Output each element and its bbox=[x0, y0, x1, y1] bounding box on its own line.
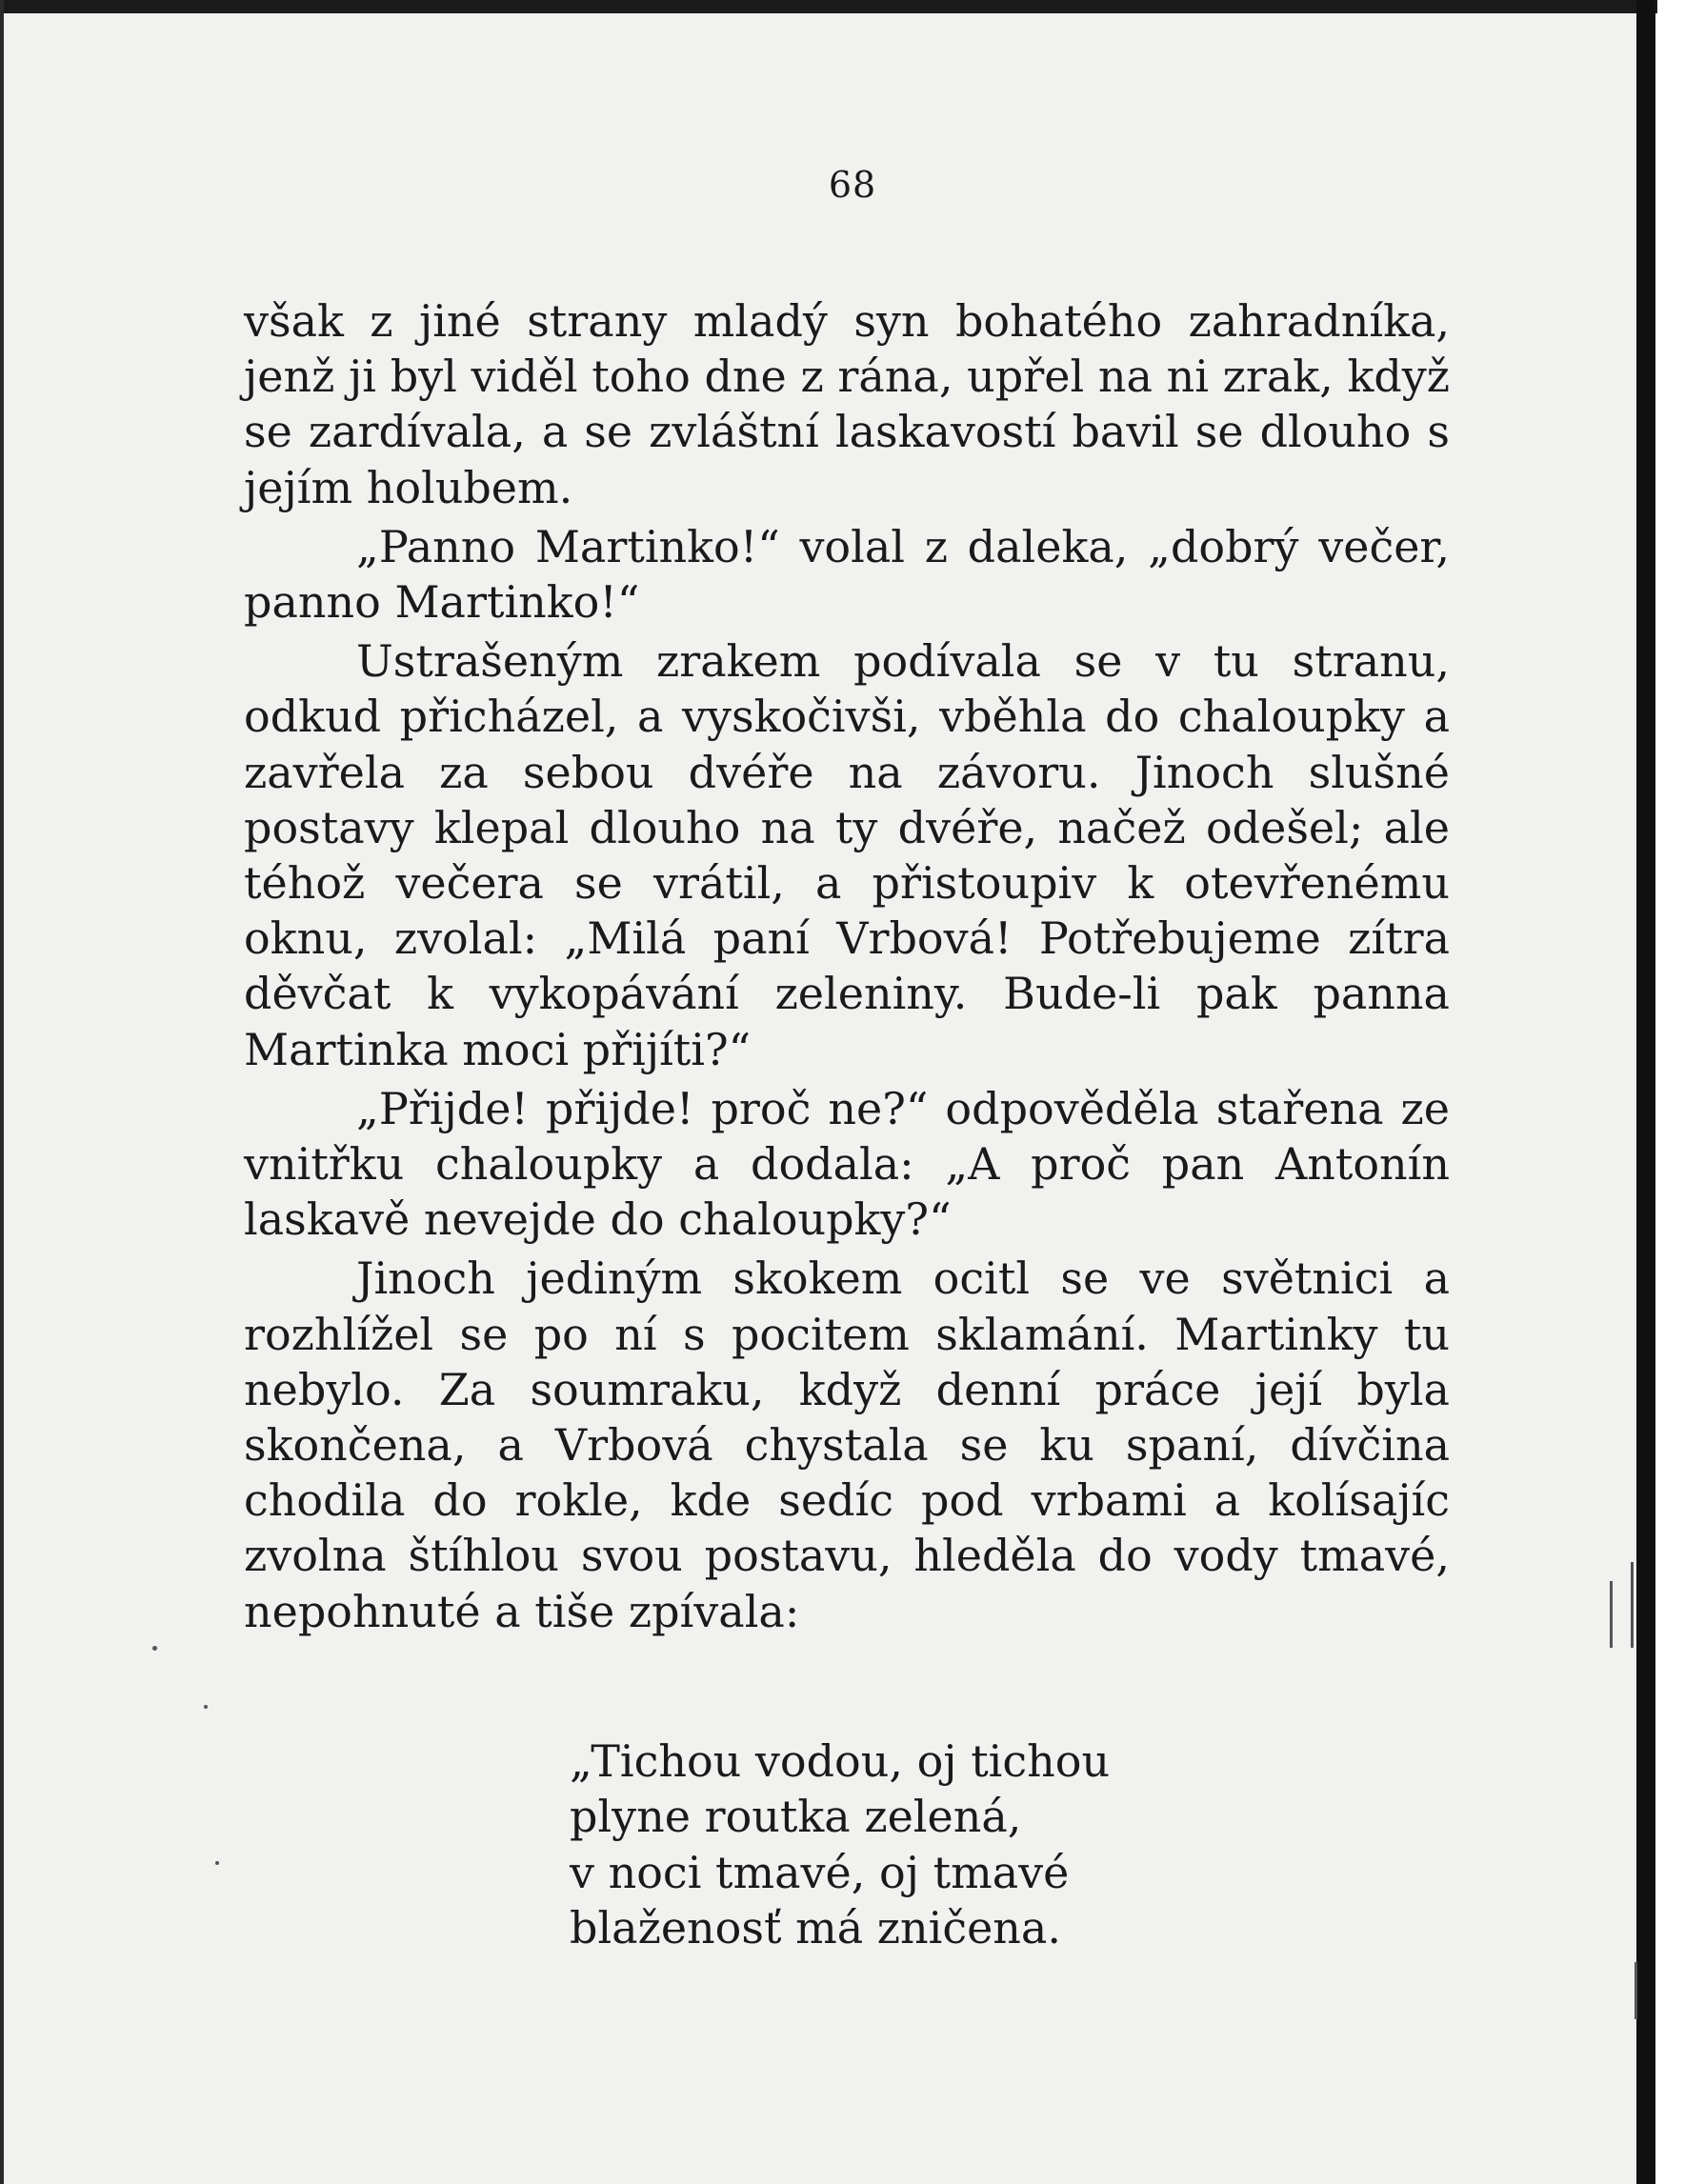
verse-line: v noci tmavé, oj tmavé bbox=[570, 1846, 1070, 1898]
paragraph-1: však z jiné strany mladý syn bohatého zahradníka, jenž ji byl viděl toho dne z rána, upřel na ni zrak, když se zardívala, a se zvláštní laskavostí bavil se dlouho s jejím holubem. bbox=[244, 295, 1450, 513]
margin-speck bbox=[204, 1705, 208, 1709]
scan-border-left bbox=[0, 0, 4, 2184]
margin-speck bbox=[1635, 1962, 1637, 2019]
scan-border-top bbox=[0, 0, 1657, 13]
paragraph-4: „Přijde! přijde! proč ne?“ odpověděla stařena ze vnitřku chaloupky a dodala: „A proč pan Antonín laskavě nevejde do chaloupky?“ bbox=[244, 1082, 1450, 1246]
page-number: 68 bbox=[828, 164, 877, 206]
margin-speck bbox=[215, 1861, 219, 1865]
verse-block bbox=[570, 1733, 1110, 1956]
paragraph-3: Ustrašeným zrakem podívala se v tu stranu, odkud přicházel, a vyskočivši, vběhla do chaloupky a zavřela za sebou dvéře na závoru. Jinoch slušné postavy klepal dlouho na ty dvéře, načež odešel; ale téhož večera se vrátil, a přistoupiv k otevřenému oknu, zvolal: „Milá paní Vrbová! Potřebujeme zítra děvčat k vykopávání zeleniny. Bude-li pak panna Martinka moci přijíti?“ bbox=[244, 635, 1450, 1075]
body-text bbox=[244, 293, 1450, 1639]
paragraph-5: Jinoch jediným skokem ocitl se ve světnici a rozhlížel se po ní s pocitem sklamání. Martinky tu nebylo. Za soumraku, když denní práce její byla skončena, a Vrbová chystala se ku spaní, dívčina chodila do rokle, kde sedíc pod vrbami a kolísajíc zvolna štíhlou svou postavu, hleděla do vody tmavé, nepohnuté a tiše zpívala: bbox=[244, 1252, 1450, 1637]
margin-speck bbox=[1631, 1562, 1634, 1648]
verse-line: blaženosť má zničena. bbox=[570, 1902, 1061, 1954]
paragraph-2: „Panno Martinko!“ volal z daleka, „dobrý večer, panno Martinko!“ bbox=[244, 520, 1450, 629]
margin-speck bbox=[152, 1646, 157, 1651]
margin-speck bbox=[1610, 1581, 1613, 1648]
verse-line: plyne routka zelená, bbox=[570, 1791, 1022, 1843]
scan-border-right bbox=[1636, 0, 1655, 2184]
verse-line: „Tichou vodou, oj tichou bbox=[570, 1735, 1111, 1787]
